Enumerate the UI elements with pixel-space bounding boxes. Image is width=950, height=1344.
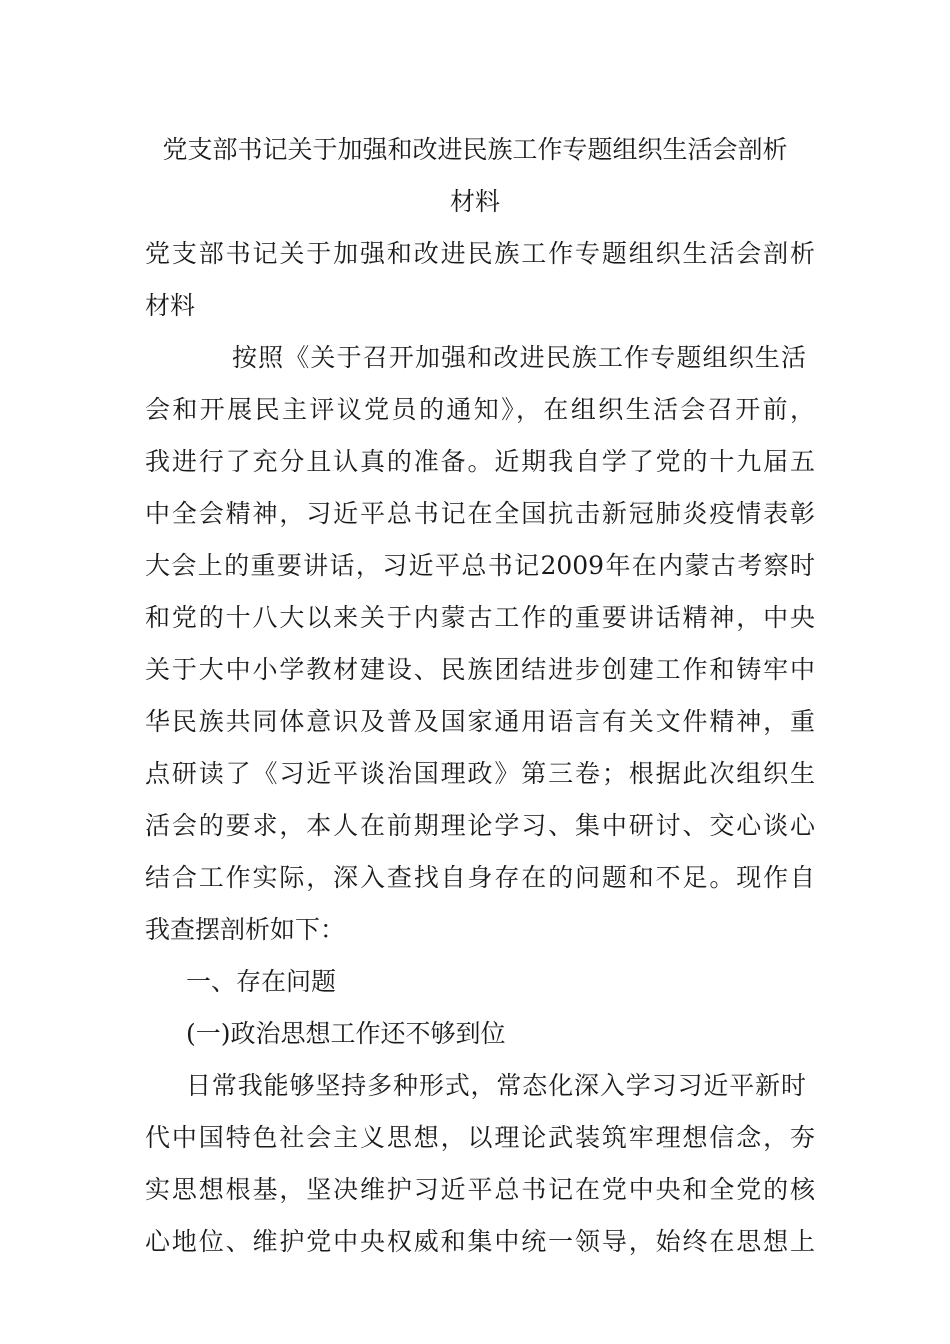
body-line: 中全会精神，习近平总书记在全国抗击新冠肺炎疫情表彰 (145, 499, 815, 528)
body-line: 党支部书记关于加强和改进民族工作专题组织生活会剖析 (145, 239, 815, 268)
body-line: 点研读了《习近平谈治国理政》第三卷；根据此次组织生 (145, 759, 815, 788)
body-line: 心地位、维护党中央权威和集中统一领导，始终在思想上 (145, 1227, 815, 1256)
subsection-heading: (一)政治思想工作还不够到位 (186, 1019, 506, 1048)
section-heading: 一、存在问题 (186, 967, 337, 996)
body-line: 关于大中小学教材建设、民族团结进步创建工作和铸牢中 (145, 655, 815, 684)
body-line: 按照《关于召开加强和改进民族工作专题组织生活 (232, 343, 806, 372)
document-title-line-2: 材料 (449, 187, 500, 216)
body-line: 代中国特色社会主义思想，以理论武装筑牢理想信念，夯 (145, 1123, 815, 1152)
body-line: 大会上的重要讲话，习近平总书记2009年在内蒙古考察时 (145, 551, 815, 580)
body-line: 我进行了充分且认真的准备。近期我自学了党的十九届五 (145, 447, 815, 476)
body-line: 我查摆剖析如下： (145, 915, 346, 944)
document-title-line-1: 党支部书记关于加强和改进民族工作专题组织生活会剖析 (162, 135, 788, 164)
body-line: 日常我能够坚持多种形式，常态化深入学习习近平新时 (186, 1071, 806, 1100)
body-line: 会和开展民主评议党员的通知》，在组织生活会召开前， (145, 395, 815, 424)
body-line: 和党的十八大以来关于内蒙古工作的重要讲话精神，中央 (145, 603, 815, 632)
body-line: 结合工作实际，深入查找自身存在的问题和不足。现作自 (145, 863, 815, 892)
body-line: 华民族共同体意识及普及国家通用语言有关文件精神，重 (145, 707, 815, 736)
body-line: 材料 (145, 291, 196, 320)
body-line: 实思想根基，坚决维护习近平总书记在党中央和全党的核 (145, 1175, 815, 1204)
body-line: 活会的要求，本人在前期理论学习、集中研讨、交心谈心 (145, 811, 815, 840)
